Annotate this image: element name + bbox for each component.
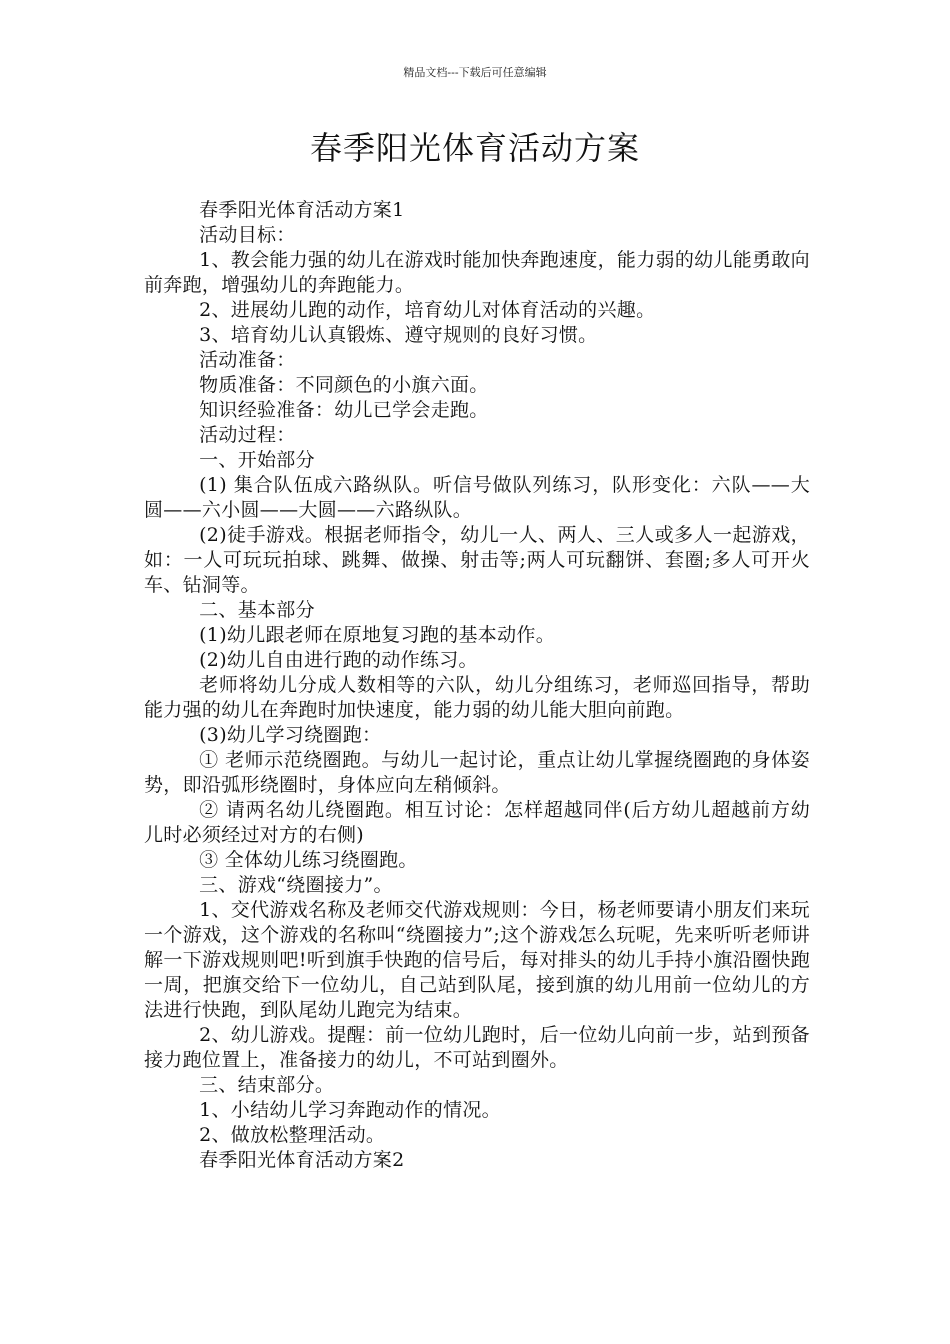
paragraph: 活动目标： bbox=[199, 224, 296, 246]
paragraph: ③ 全体幼儿练习绕圈跑。 bbox=[199, 849, 418, 871]
document-body bbox=[144, 198, 810, 1173]
paragraph: (2)幼儿自由进行跑的动作练习。 bbox=[199, 649, 478, 671]
paragraph: ① 老师示范绕圈跑。与幼儿一起讨论，重点让幼儿掌握绕圈跑的身体姿势，即沿弧形绕圈时，身体应向左稍倾斜。 bbox=[144, 749, 810, 796]
paragraph: 知识经验准备：幼儿已学会走跑。 bbox=[199, 399, 489, 421]
paragraph: 春季阳光体育活动方案2 bbox=[199, 1149, 405, 1171]
paragraph: 活动准备： bbox=[199, 349, 296, 371]
paragraph: 物质准备：不同颜色的小旗六面。 bbox=[199, 374, 489, 396]
paragraph: 2、做放松整理活动。 bbox=[199, 1124, 386, 1146]
paragraph: 老师将幼儿分成人数相等的六队，幼儿分组练习，老师巡回指导，帮助能力强的幼儿在奔跑时加快速度，能力弱的幼儿能大胆向前跑。 bbox=[144, 674, 810, 721]
paragraph: 2、进展幼儿跑的动作，培育幼儿对体育活动的兴趣。 bbox=[199, 299, 656, 321]
paragraph: (1) 集合队伍成六路纵队。听信号做队列练习，队形变化：六队——大圆——六小圆——大圆——六路纵队。 bbox=[144, 474, 810, 521]
paragraph: 3、培育幼儿认真锻炼、遵守规则的良好习惯。 bbox=[199, 324, 598, 346]
paragraph: (1)幼儿跟老师在原地复习跑的基本动作。 bbox=[199, 624, 556, 646]
paragraph: (3)幼儿学习绕圈跑： bbox=[199, 724, 382, 746]
paragraph: 活动过程： bbox=[199, 424, 296, 446]
paragraph: ② 请两名幼儿绕圈跑。相互讨论：怎样超越同伴(后方幼儿超越前方幼儿时必须经过对方的右侧) bbox=[144, 799, 810, 846]
paragraph: 三、游戏“绕圈接力”。 bbox=[199, 874, 393, 896]
document-title: 春季阳光体育活动方案 bbox=[309, 129, 640, 167]
paragraph: 1、小结幼儿学习奔跑动作的情况。 bbox=[199, 1099, 501, 1121]
paragraph: 1、教会能力强的幼儿在游戏时能加快奔跑速度，能力弱的幼儿能勇敢向前奔跑，增强幼儿的奔跑能力。 bbox=[144, 249, 810, 296]
paragraph: 1、交代游戏名称及老师交代游戏规则：今日，杨老师要请小朋友们来玩一个游戏，这个游戏的名称叫“绕圈接力”;这个游戏怎么玩呢，先来听听老师讲解一下游戏规则吧!听到旗手快跑的信号后，每对排头的幼儿手持小旗沿圈快跑一周，把旗交给下一位幼儿，自己站到队尾，接到旗的幼儿用前一位幼儿的方法进行快跑，到队尾幼儿跑完为结束。 bbox=[144, 899, 810, 1021]
paragraph: 春季阳光体育活动方案1 bbox=[199, 199, 405, 221]
paragraph: (2)徒手游戏。根据老师指令，幼儿一人、两人、三人或多人一起游戏，如：一人可玩玩拍球、跳舞、做操、射击等;两人可玩翻饼、套圈;多人可开火车、钻洞等。 bbox=[144, 524, 810, 596]
paragraph: 2、幼儿游戏。提醒：前一位幼儿跑时，后一位幼儿向前一步，站到预备接力跑位置上，准备接力的幼儿，不可站到圈外。 bbox=[144, 1024, 810, 1071]
paragraph: 三、结束部分。 bbox=[199, 1074, 335, 1096]
paragraph: 一、开始部分 bbox=[199, 449, 315, 471]
paragraph: 二、基本部分 bbox=[199, 599, 315, 621]
page-header-note: 精品文档---下载后可任意编辑 bbox=[403, 66, 547, 79]
